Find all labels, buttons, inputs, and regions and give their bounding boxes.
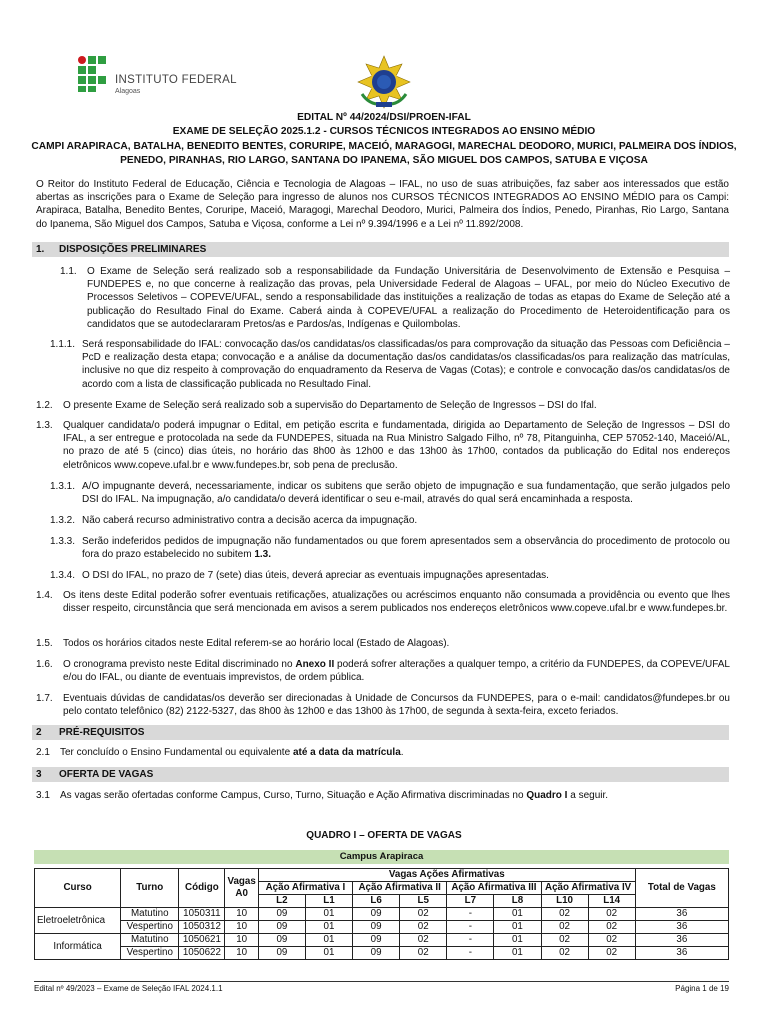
- header-l1: L1: [305, 895, 352, 908]
- item-number: 1.5.: [36, 638, 53, 649]
- item-text: Qualquer candidata/o poderá impugnar o Edital, em petição escrita e fundamentada, dirigida ao Departamento de Seleção de Ingressos – DSI do IFAL, a ser entregue e protocolada na sede da FUNDEPES, situada na Rua Ministro Salgado Filho, nº 78, Pitanguinha, CEP 57052-140, Maceió/AL, no prazo de até 5 (cinco) dias úteis, no horário das 8h00 às 12h00 e das 13h00 às 17h00, contados da publicação do Edital nos endereços eletrônicos www.copeve.ufal.br e www.fundepes.br, sob pena de preclusão.: [63, 420, 730, 471]
- footer-edital-reference: Edital nº 49/2023 – Exame de Seleção IFAL 2024.1.1: [34, 984, 223, 993]
- cell-curso: Informática: [35, 934, 121, 960]
- table-row: [35, 934, 729, 947]
- header-l14: L14: [588, 895, 635, 908]
- cell-l1: 01: [305, 908, 352, 921]
- cell-l7: -: [447, 934, 494, 947]
- cell-l10: 02: [541, 908, 588, 921]
- campi-line-1: CAMPI ARAPIRACA, BATALHA, BENEDITO BENTES, CORURIPE, MACEIÓ, MARAGOGI, MARECHAL DEODORO, MURICI, PALMEIRA DOS ÍNDIOS,: [31, 140, 737, 152]
- cell-l5: 02: [400, 947, 447, 960]
- item-text: [82, 535, 730, 561]
- header-turno: Turno: [121, 869, 179, 908]
- exam-title: EXAME DE SELEÇÃO 2025.1.2 - CURSOS TÉCNICOS INTEGRADOS AO ENSINO MÉDIO: [172, 126, 596, 138]
- quadro-reference: Quadro I: [526, 790, 568, 801]
- logo-subtext: Alagoas: [115, 88, 141, 95]
- item-text: O presente Exame de Seleção será realizado sob a supervisão do Departamento de Seleção de Ingressos – DSI do Ifal.: [63, 400, 597, 411]
- edital-number: EDITAL Nº 44/2024/DSI/PROEN-IFAL: [297, 112, 471, 123]
- cell-l1: 01: [305, 921, 352, 934]
- item-text-emphasis: até a data da matrícula: [292, 747, 401, 758]
- cell-l8: 01: [494, 934, 541, 947]
- subitem-reference: 1.3.: [254, 549, 272, 561]
- item-number: 3.1: [36, 790, 50, 801]
- item-number: 1.3.2.: [50, 515, 76, 526]
- cell-l2: 09: [258, 934, 305, 947]
- intro-paragraph: O Reitor do Instituto Federal de Educação, Ciência e Tecnologia de Alagoas – IFAL, no uso de suas atribuições, faz saber aos interessados que estão abertas as inscrições para o Exame de Seleção para ingresso de alunos nos CURSOS TÉCNICOS INTEGRADOS AO ENSINO MÉDIO para os Campi: Arapiraca, Batalha, Benedito Bentes, Coruripe, Maceió, Maragogi, Marechal Deodoro, Murici, Palmeira dos Índios, Penedo, Piranhas, Rio Largo, Santana do Ipanema, São Miguel dos Campos, Satuba e Viçosa, conforme a Lei nº 9.394/1996 e a Lei nº 11.892/2008.: [36, 179, 729, 230]
- cell-l8: 01: [494, 908, 541, 921]
- cell-turno: Vespertino: [121, 947, 179, 960]
- cell-total: 36: [635, 934, 728, 947]
- header-l8: L8: [494, 895, 541, 908]
- header-codigo: Código: [179, 869, 225, 908]
- header-l7: L7: [447, 895, 494, 908]
- instituto-federal-logo: [78, 56, 238, 96]
- cell-l7: -: [447, 947, 494, 960]
- item-text-part: Ter concluído o Ensino Fundamental ou equivalente: [60, 747, 293, 758]
- section-2-heading: [32, 725, 729, 740]
- cell-l10: 02: [541, 921, 588, 934]
- campus-header: Campus Arapiraca: [34, 850, 729, 864]
- section-3-heading: [32, 767, 729, 782]
- header-acoes-afirmativas: Vagas Ações Afirmativas: [258, 869, 635, 882]
- if-logo-grid-icon: [78, 56, 108, 92]
- cell-turno: Matutino: [121, 908, 179, 921]
- cell-l10: 02: [541, 934, 588, 947]
- cell-l5: 02: [400, 908, 447, 921]
- cell-a0: 10: [225, 921, 258, 934]
- item-number: 1.3.: [36, 420, 53, 431]
- item-text: A/O impugnante deverá, necessariamente, indicar os subitens que serão objeto de impugnação e sua fundamentação, que serão julgados pelo DSI do IFAL. Na impugnação, a/o candidata/o deverá identificar o seu e-mail, através do qual será encaminhada a resposta.: [82, 481, 730, 506]
- item-text: Eventuais dúvidas de candidatas/os deverão ser direcionadas à Unidade de Concursos da FUNDEPES, para o e-mail: candidatos@fundepes.br ou pelo contato telefônico (82) 2122-5327, das 8h00 às 12h00 e das 13h00 às 17h00, de segunda à sexta-feira, exceto feriados.: [63, 693, 730, 718]
- logo-text: INSTITUTO FEDERAL: [115, 74, 237, 86]
- cell-l5: 02: [400, 934, 447, 947]
- item-number: 1.7.: [36, 693, 53, 704]
- item-number: 1.2.: [36, 400, 53, 411]
- item-text: [60, 746, 730, 759]
- cell-codigo: 1050312: [179, 921, 225, 934]
- item-text-part: As vagas serão ofertadas conforme Campus, Curso, Turno, Situação e Ação Afirmativa discriminadas no: [60, 790, 527, 801]
- cell-codigo: 1050621: [179, 934, 225, 947]
- header-aa1: Ação Afirmativa I: [258, 882, 352, 895]
- cell-a0: 10: [225, 934, 258, 947]
- quadro-title: QUADRO I – OFERTA DE VAGAS: [306, 830, 462, 841]
- cell-total: 36: [635, 921, 728, 934]
- section-number: 2: [36, 727, 42, 738]
- cell-l8: 01: [494, 921, 541, 934]
- section-title: DISPOSIÇÕES PRELIMINARES: [59, 244, 207, 255]
- cell-l6: 09: [353, 908, 400, 921]
- header-aa3: Ação Afirmativa III: [447, 882, 541, 895]
- table-row: [35, 921, 729, 934]
- item-number: 1.4.: [36, 590, 53, 601]
- cell-codigo: 1050311: [179, 908, 225, 921]
- table-row: [35, 947, 729, 960]
- annex-reference: Anexo II: [295, 659, 335, 670]
- header-aa4: Ação Afirmativa IV: [541, 882, 635, 895]
- header-total: Total de Vagas: [635, 869, 728, 908]
- table-row: [35, 908, 729, 921]
- cell-l10: 02: [541, 947, 588, 960]
- cell-turno: Vespertino: [121, 921, 179, 934]
- brazil-coat-of-arms-icon: [356, 54, 412, 110]
- item-number: 1.3.4.: [50, 570, 76, 581]
- item-text: Todos os horários citados neste Edital referem-se ao horário local (Estado de Alagoas).: [63, 638, 450, 649]
- section-1-heading: [32, 242, 729, 257]
- section-number: 1.: [36, 244, 45, 255]
- item-text: O DSI do IFAL, no prazo de 7 (sete) dias úteis, deverá apreciar as eventuais impugnações apresentadas.: [82, 570, 549, 581]
- item-number: 2.1: [36, 747, 50, 758]
- cell-total: 36: [635, 947, 728, 960]
- cell-a0: 10: [225, 908, 258, 921]
- item-number: 1.3.1.: [50, 481, 76, 492]
- header-l2: L2: [258, 895, 305, 908]
- cell-l6: 09: [353, 921, 400, 934]
- cell-codigo: 1050622: [179, 947, 225, 960]
- footer-page-number: Página 1 de 19: [675, 984, 729, 993]
- campi-line-2: PENEDO, PIRANHAS, RIO LARGO, SANTANA DO IPANEMA, SÃO MIGUEL DOS CAMPOS, SATUBA E VIÇOSA: [120, 154, 648, 166]
- cell-l7: -: [447, 921, 494, 934]
- vagas-table: [34, 868, 729, 960]
- section-title: PRÉ-REQUISITOS: [59, 727, 145, 738]
- cell-l1: 01: [305, 947, 352, 960]
- cell-l2: 09: [258, 908, 305, 921]
- item-text: [60, 789, 730, 802]
- cell-total: 36: [635, 908, 728, 921]
- item-text-part: O cronograma previsto neste Edital discriminado no: [63, 659, 296, 670]
- item-text-part: poderá sofrer alterações a qualquer tempo, a critério da FUNDEPES, da COPEVE/UFAL e/ou do IFAL, ou diante de eventuais imprevistos, de ordem pública.: [63, 659, 730, 684]
- header-l6: L6: [353, 895, 400, 908]
- cell-a0: 10: [225, 947, 258, 960]
- item-text-part: a seguir.: [567, 790, 609, 801]
- cell-turno: Matutino: [121, 934, 179, 947]
- header-aa2: Ação Afirmativa II: [353, 882, 447, 895]
- item-text: O Exame de Seleção será realizado sob a responsabilidade da Fundação Universitária de Desenvolvimento de Extensão e Pesquisa – FUNDEPES e, no que concerne à realização das provas, pela Universidade Federal de Alagoas – UFAL, por meio do Núcleo Executivo de Processos Seletivos – COPEVE/UFAL, sendo a responsabilidade das instituições a realização de todas as etapas do Exame de Seleção até a publicação do Resultado Final do Exame. Caberá ainda à COPEVE/UFAL a realização do Procedimento de Heteroidentificação para os candidatos que se autodeclararam Pretos/as e Pardos/as, Indígenas e Quilombolas.: [87, 266, 730, 330]
- item-number: 1.1.: [60, 266, 77, 277]
- cell-l6: 09: [353, 947, 400, 960]
- header-vagas-a0: Vagas A0: [225, 869, 258, 908]
- cell-l1: 01: [305, 934, 352, 947]
- section-number: 3: [36, 769, 42, 780]
- item-number: 1.1.1.: [50, 339, 76, 350]
- item-number: 1.3.3.: [50, 536, 76, 547]
- header-l5: L5: [400, 895, 447, 908]
- item-text: Não caberá recurso administrativo contra a decisão acerca da impugnação.: [82, 515, 418, 526]
- item-text: [63, 658, 730, 684]
- item-text: Será responsabilidade do IFAL: convocação das/os candidatas/os classificadas/os para comprovação da situação das Pessoas com Deficiência – PcD e realização desta etapa; convocação e a análise da documentação das/os candidatas/os classificadas/os para realização das matrículas, inclusive no que diz respeito à comprovação do enquadramento da Reserva de Vagas (Cotas); e controle e convocação das/os candidatas/os de acordo com a lista de classificação publicada no Resultado Final.: [82, 339, 730, 390]
- header-l10: L10: [541, 895, 588, 908]
- cell-l6: 09: [353, 934, 400, 947]
- item-text: Os itens deste Edital poderão sofrer eventuais retificações, atualizações ou acréscimos enquanto não consumada a providência ou evento que lhes disser respeito, circunstância que será mencionada em avisos a serem publicados nos endereços eletrônicos www.copeve.ufal.br e www.fundepes.br.: [63, 590, 730, 615]
- section-title: OFERTA DE VAGAS: [59, 769, 154, 780]
- cell-l5: 02: [400, 921, 447, 934]
- cell-l14: 02: [588, 908, 635, 921]
- header-curso: Curso: [35, 869, 121, 908]
- cell-l14: 02: [588, 921, 635, 934]
- cell-l7: -: [447, 908, 494, 921]
- cell-curso: Eletroeletrônica: [35, 908, 121, 934]
- cell-l14: 02: [588, 947, 635, 960]
- cell-l2: 09: [258, 921, 305, 934]
- item-number: 1.6.: [36, 659, 53, 670]
- cell-l14: 02: [588, 934, 635, 947]
- item-text-part: Serão indeferidos pedidos de impugnação não fundamentados ou que forem apresentados sem a observância do procedimento de protocolo ou fora do prazo estabelecido no subitem: [82, 536, 730, 561]
- footer-divider: [34, 981, 729, 982]
- cell-l8: 01: [494, 947, 541, 960]
- item-text-part: .: [400, 747, 404, 758]
- cell-l2: 09: [258, 947, 305, 960]
- edital-title-block: [30, 111, 738, 168]
